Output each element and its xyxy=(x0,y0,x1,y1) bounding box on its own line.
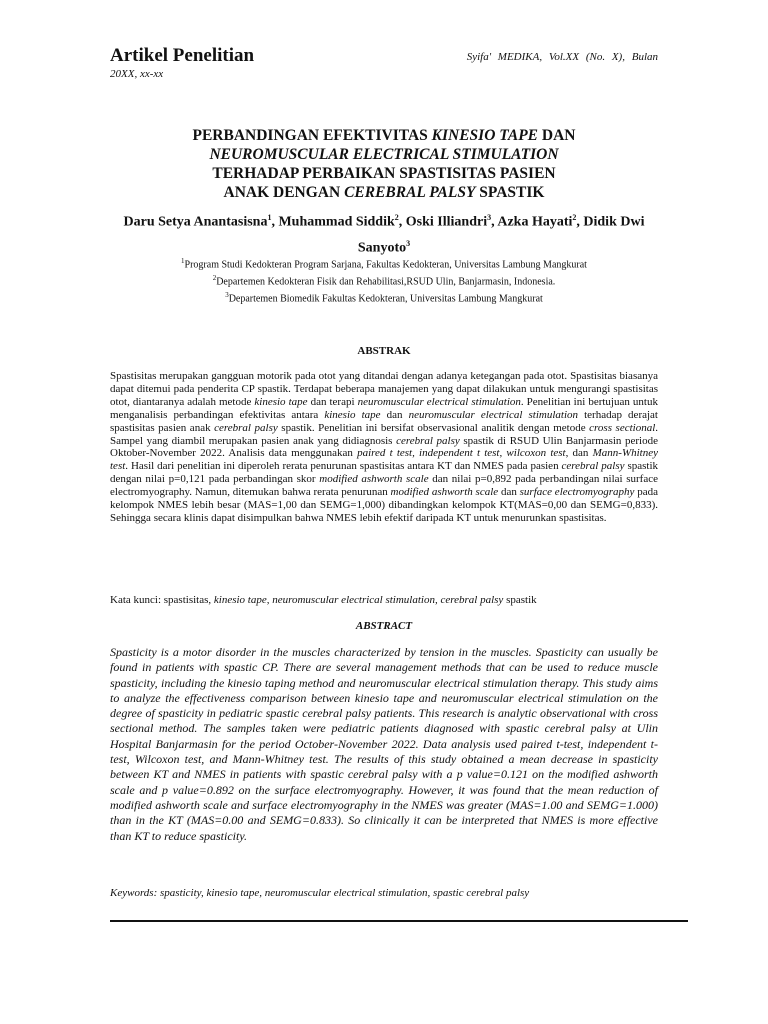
year-pages: 20XX, xx-xx xyxy=(110,68,164,80)
abstrak-italic-term: neuromuscular electrical stimulation xyxy=(408,408,579,421)
abstrak-italic-term: cross sectional xyxy=(589,421,656,434)
abstrak-text: dan terapi xyxy=(307,395,358,408)
section-type-label: Artikel Penelitian xyxy=(110,45,255,66)
affiliation-item: $^1$Program Studi Kedokteran Program Sarjana, Fakultas Kedokteran, Universitas Lambung Mangkurat xyxy=(181,257,587,271)
kata-kunci: Kata kunci: spastisitas, kinesio tape, neuromuscular electrical stimulation, cerebral palsy spastik xyxy=(110,594,537,606)
title-line-2: NEUROMUSCULAR ELECTRICAL STIMULATION xyxy=(209,146,559,163)
abstrak-italic-term: cerebral palsy xyxy=(214,421,278,434)
abstrak-italic-term: kinesio tape xyxy=(324,408,381,421)
affiliation-list xyxy=(110,255,658,305)
abstrak-italic-term: kinesio tape xyxy=(254,395,308,408)
author-name: Didik Dwi Sanyoto xyxy=(357,214,645,256)
abstrak-text: dan nilai p=0,892 pada perbandingan nilai surface electromyography. Namun, ditemukan bahwa rerata penurunan xyxy=(110,473,658,499)
abstrak-italic-term: modified ashworth scale xyxy=(390,486,499,499)
abstrak-text: . Hasil dari penelitian ini diperoleh rerata penurunan spastisitas antara KT dan NMES pada pasien xyxy=(125,460,562,473)
abstrak-text: terhadap derajat spastisitas pasien anak xyxy=(110,408,658,434)
affiliation-item: $^2$Departemen Kedokteran Fisik dan Rehabilitasi,RSUD Ulin, Banjarmasin, Indonesia. xyxy=(212,273,556,288)
author-name: Daru Setya Anantasisna xyxy=(123,214,268,230)
abstract-body: Spasticity is a motor disorder in the muscles characterized by tension in the muscles. Spasticity can usually be found in patients with spastic CP. There are several management methods that can be used to reduce muscle spasticity, including the kinesio taping method and neuromuscular electrical stimulation therapy. This study aims to analyze the effectiveness comparison between kinesio tape and neuromuscular electrical stimulation on the degree of spasticity in pediatric spastic cerebral palsy patients. This research is analytic observational with cross sectional method. The samples taken were pediatric patients diagnosed with spastic cerebral palsy at Ulin Hospital Banjarmasin for the period October-November 2022. Data analysis used paired t-test, independent t-test, Wilcoxon test, and Mann-Whitney test. The results of this study obtained a mean decrease in spasticity between KT and NMES in patients with spastic cerebral palsy with a p value=0.121 on the modified ashworth scale and p value=0.892 on the surface electromyography. However, it was found that the mean reduction of modified ashworth scale and surface electromyography in the NMES was greater (MAS=1.00 and SEMG=1.000) than in the KT (MAS=0.00 and SEMG=0.833). So clinically it can be interpreted that NMES is more effective than KT to reduce spasticity. xyxy=(110,645,658,843)
abstrak-text: Spastisitas merupakan gangguan motorik pada otot yang ditandai dengan adanya ketegangan pada otot. Spastisitas biasanya dapat ditemui pada penderita CP spastik. Terdapat beberapa manajemen yang dapat dilakukan untuk mengurangi spastisitas otot, diantaranya adalah metode xyxy=(110,370,658,408)
abstrak-italic-term: neuromuscular electrical stimulation xyxy=(357,395,521,408)
abstrak-text: spastik dengan nilai p=0,121 pada perbandingan skor xyxy=(110,460,658,486)
abstrak-text: , dan xyxy=(565,447,593,460)
abstrak-text: pada kelompok NMES lebih besar (MAS=1,00 dan SEMG=1,000) dibandingkan kelompok KT(MAS=0,00 dan SEMG=0,833). Sehingga secara klinis dapat disimpulkan bahwa NMES lebih efektif daripada KT untuk menurunkan spastisitas. xyxy=(110,486,658,524)
author-name: Azka Hayati xyxy=(497,214,573,230)
title-line-4: ANAK DENGAN CEREBRAL PALSY SPASTIK xyxy=(223,184,545,201)
abstrak-italic-term: paired t test, independent t test, wilcoxon test xyxy=(357,447,566,460)
abstrak-italic-term: cerebral palsy xyxy=(396,434,460,447)
abstrak-text: dan xyxy=(380,408,409,421)
abstrak-body xyxy=(110,370,658,525)
abstrak-italic-term: modified ashworth scale xyxy=(319,473,429,486)
author-affiliation-mark: 2 xyxy=(394,213,399,222)
keywords: Keywords: spasticity, kinesio tape, neuromuscular electrical stimulation, spastic cerebral palsy xyxy=(110,887,530,899)
abstrak-text: dan xyxy=(498,486,520,499)
abstrak-text: . Penelitian ini bertujuan untuk menganalisis perbandingan efektivitas antara xyxy=(110,395,658,421)
title-line-3: TERHADAP PERBAIKAN SPASTISITAS PASIEN xyxy=(212,165,556,182)
author-affiliation-mark: 1 xyxy=(267,213,272,222)
author-affiliation-mark: 3 xyxy=(487,213,492,222)
abstrak-text: spastik di RSUD Ulin Banjarmasin periode Oktober-November 2022. Analisis data menggunakan xyxy=(110,434,659,460)
abstrak-text: spastik. Penelitian ini bersifat observasional analitik dengan metode xyxy=(277,421,590,434)
abstrak-italic-term: surface electromyography xyxy=(519,486,635,499)
author-name: Muhammad Siddik xyxy=(278,214,395,230)
abstrak-italic-term: cerebral palsy xyxy=(561,460,625,473)
affiliation-item: $^3$Departemen Biomedik Fakultas Kedokteran, Universitas Lambung Mangkurat xyxy=(225,290,543,304)
title-line-1: PERBANDINGAN EFEKTIVITAS KINESIO TAPE DAN xyxy=(192,127,576,144)
article-title xyxy=(110,126,658,202)
author-list: Daru Setya Anantasisna$^1$, Muhammad Siddik$^2$, Oski Illiandri$^3$, Azka Hayati$^2$, Didik Dwi Sanyoto$^3$ xyxy=(123,213,645,256)
abstrak-text: . Sampel yang diambil merupakan pasien anak yang didiagnosis xyxy=(110,421,658,447)
journal-reference: Syifa' MEDIKA, Vol.XX (No. X), Bulan xyxy=(466,51,658,63)
header-left xyxy=(110,45,254,81)
abstrak-heading: ABSTRAK xyxy=(357,345,411,357)
abstrak-italic-term: Mann-Whitney test xyxy=(110,447,658,473)
abstract-heading: ABSTRACT xyxy=(355,620,413,632)
author-name: Oski Illiandri xyxy=(405,214,488,230)
author-affiliation-mark: 3 xyxy=(406,238,411,248)
author-affiliation-mark: 2 xyxy=(572,213,577,222)
horizontal-rule xyxy=(110,920,688,922)
